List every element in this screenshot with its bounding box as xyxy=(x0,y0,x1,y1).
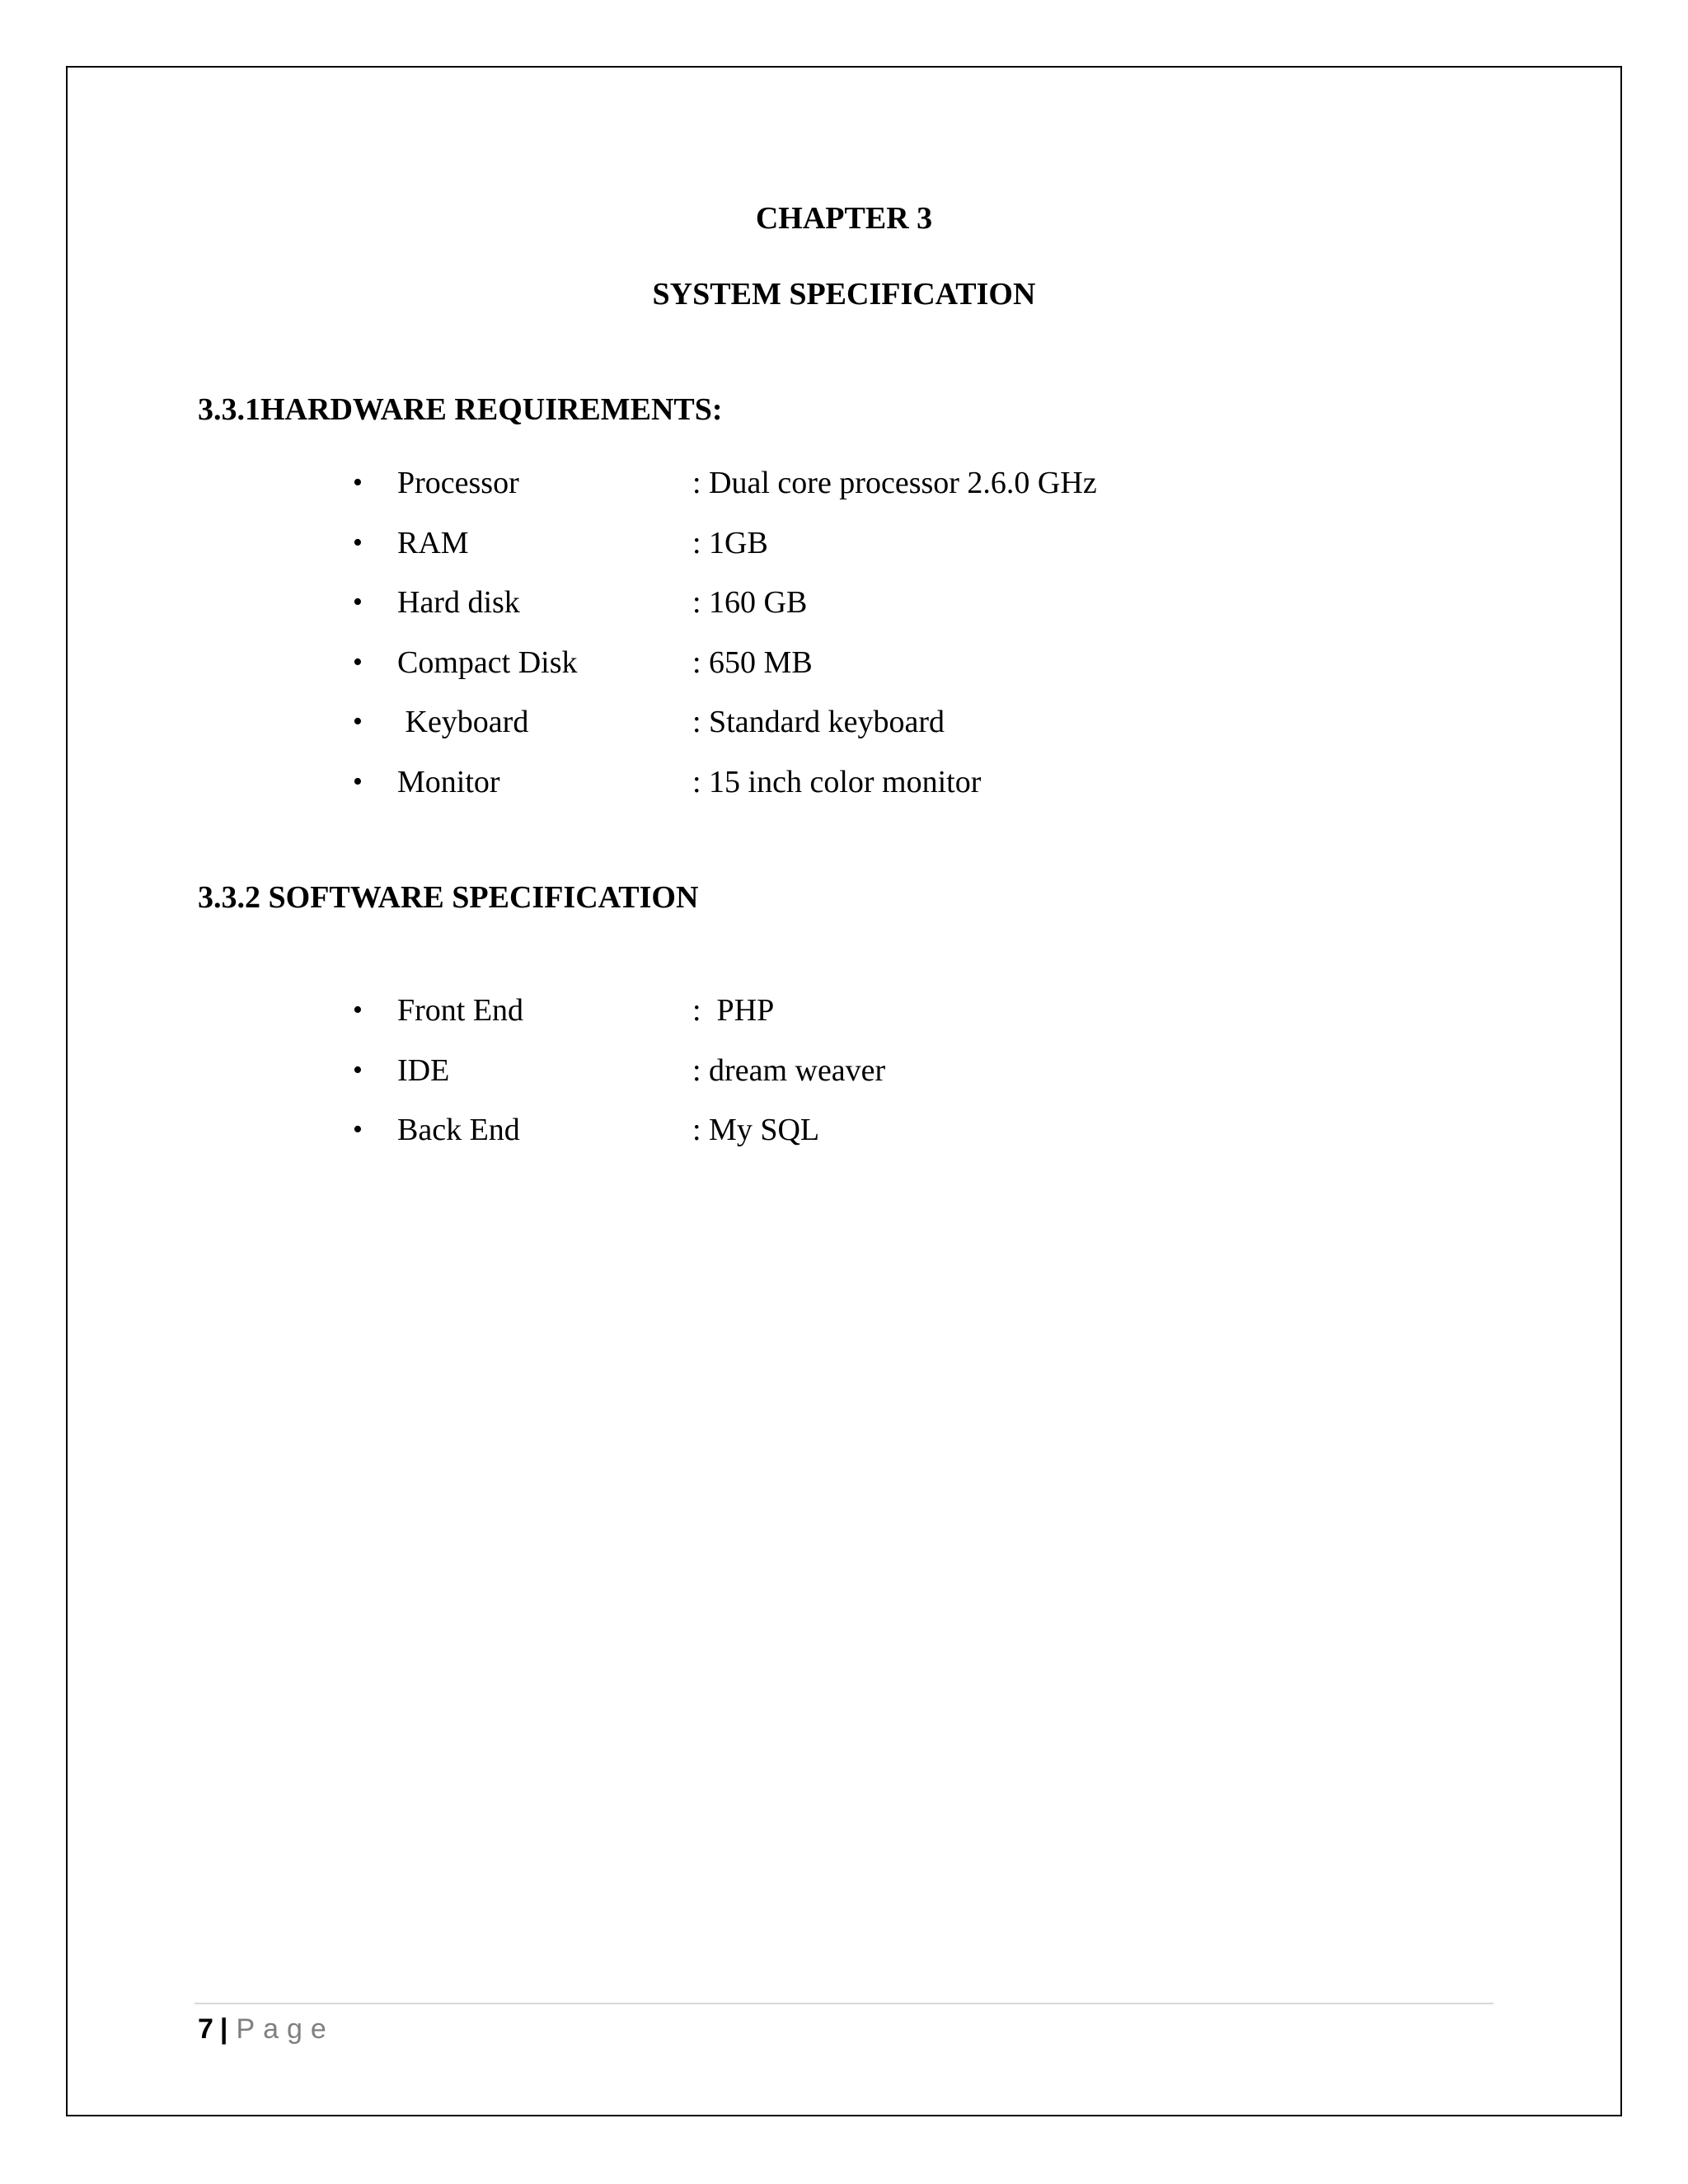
bullet-icon: • xyxy=(353,1054,363,1085)
spec-label: Keyboard xyxy=(397,705,529,739)
spec-label: IDE xyxy=(397,1052,450,1088)
spec-label: RAM xyxy=(397,525,469,560)
page-footer xyxy=(198,2011,335,2047)
bullet-icon: • xyxy=(353,1114,363,1145)
spec-label: Back End xyxy=(397,1113,520,1147)
bullet-icon: • xyxy=(353,766,363,797)
spec-value: : 650 MB xyxy=(692,644,813,680)
bullet-icon: • xyxy=(353,995,363,1025)
bullet-icon: • xyxy=(353,467,363,498)
spec-value: : PHP xyxy=(692,993,775,1028)
chapter-title: CHAPTER 3 xyxy=(755,201,933,236)
page-border xyxy=(66,66,1622,2116)
chapter-subtitle: SYSTEM SPECIFICATION xyxy=(652,277,1036,312)
spec-value: : Standard keyboard xyxy=(692,705,945,739)
software-heading: 3.3.2 SOFTWARE SPECIFICATION xyxy=(198,880,699,915)
page-number: 7 xyxy=(198,2013,213,2045)
page-label: Page xyxy=(236,2013,335,2045)
bullet-icon: • xyxy=(353,527,363,558)
spec-value: : 15 inch color monitor xyxy=(692,764,982,799)
spec-label: Compact Disk xyxy=(397,644,578,680)
spec-label: Monitor xyxy=(397,764,500,799)
spec-label: Front End xyxy=(397,993,524,1028)
spec-label: Processor xyxy=(397,466,519,500)
spec-value: : dream weaver xyxy=(692,1052,886,1088)
spec-value: : 1GB xyxy=(692,525,768,560)
spec-value: : My SQL xyxy=(692,1113,820,1147)
bullet-icon: • xyxy=(353,646,363,677)
spec-value: : 160 GB xyxy=(692,585,808,620)
bullet-icon: • xyxy=(353,587,363,617)
bullet-icon: • xyxy=(353,706,363,737)
page-separator: | xyxy=(219,2013,228,2045)
spec-value: : Dual core processor 2.6.0 GHz xyxy=(692,466,1097,500)
spec-label: Hard disk xyxy=(397,585,520,620)
hardware-heading: 3.3.1HARDWARE REQUIREMENTS: xyxy=(198,392,723,427)
footer-divider xyxy=(195,2003,1493,2004)
